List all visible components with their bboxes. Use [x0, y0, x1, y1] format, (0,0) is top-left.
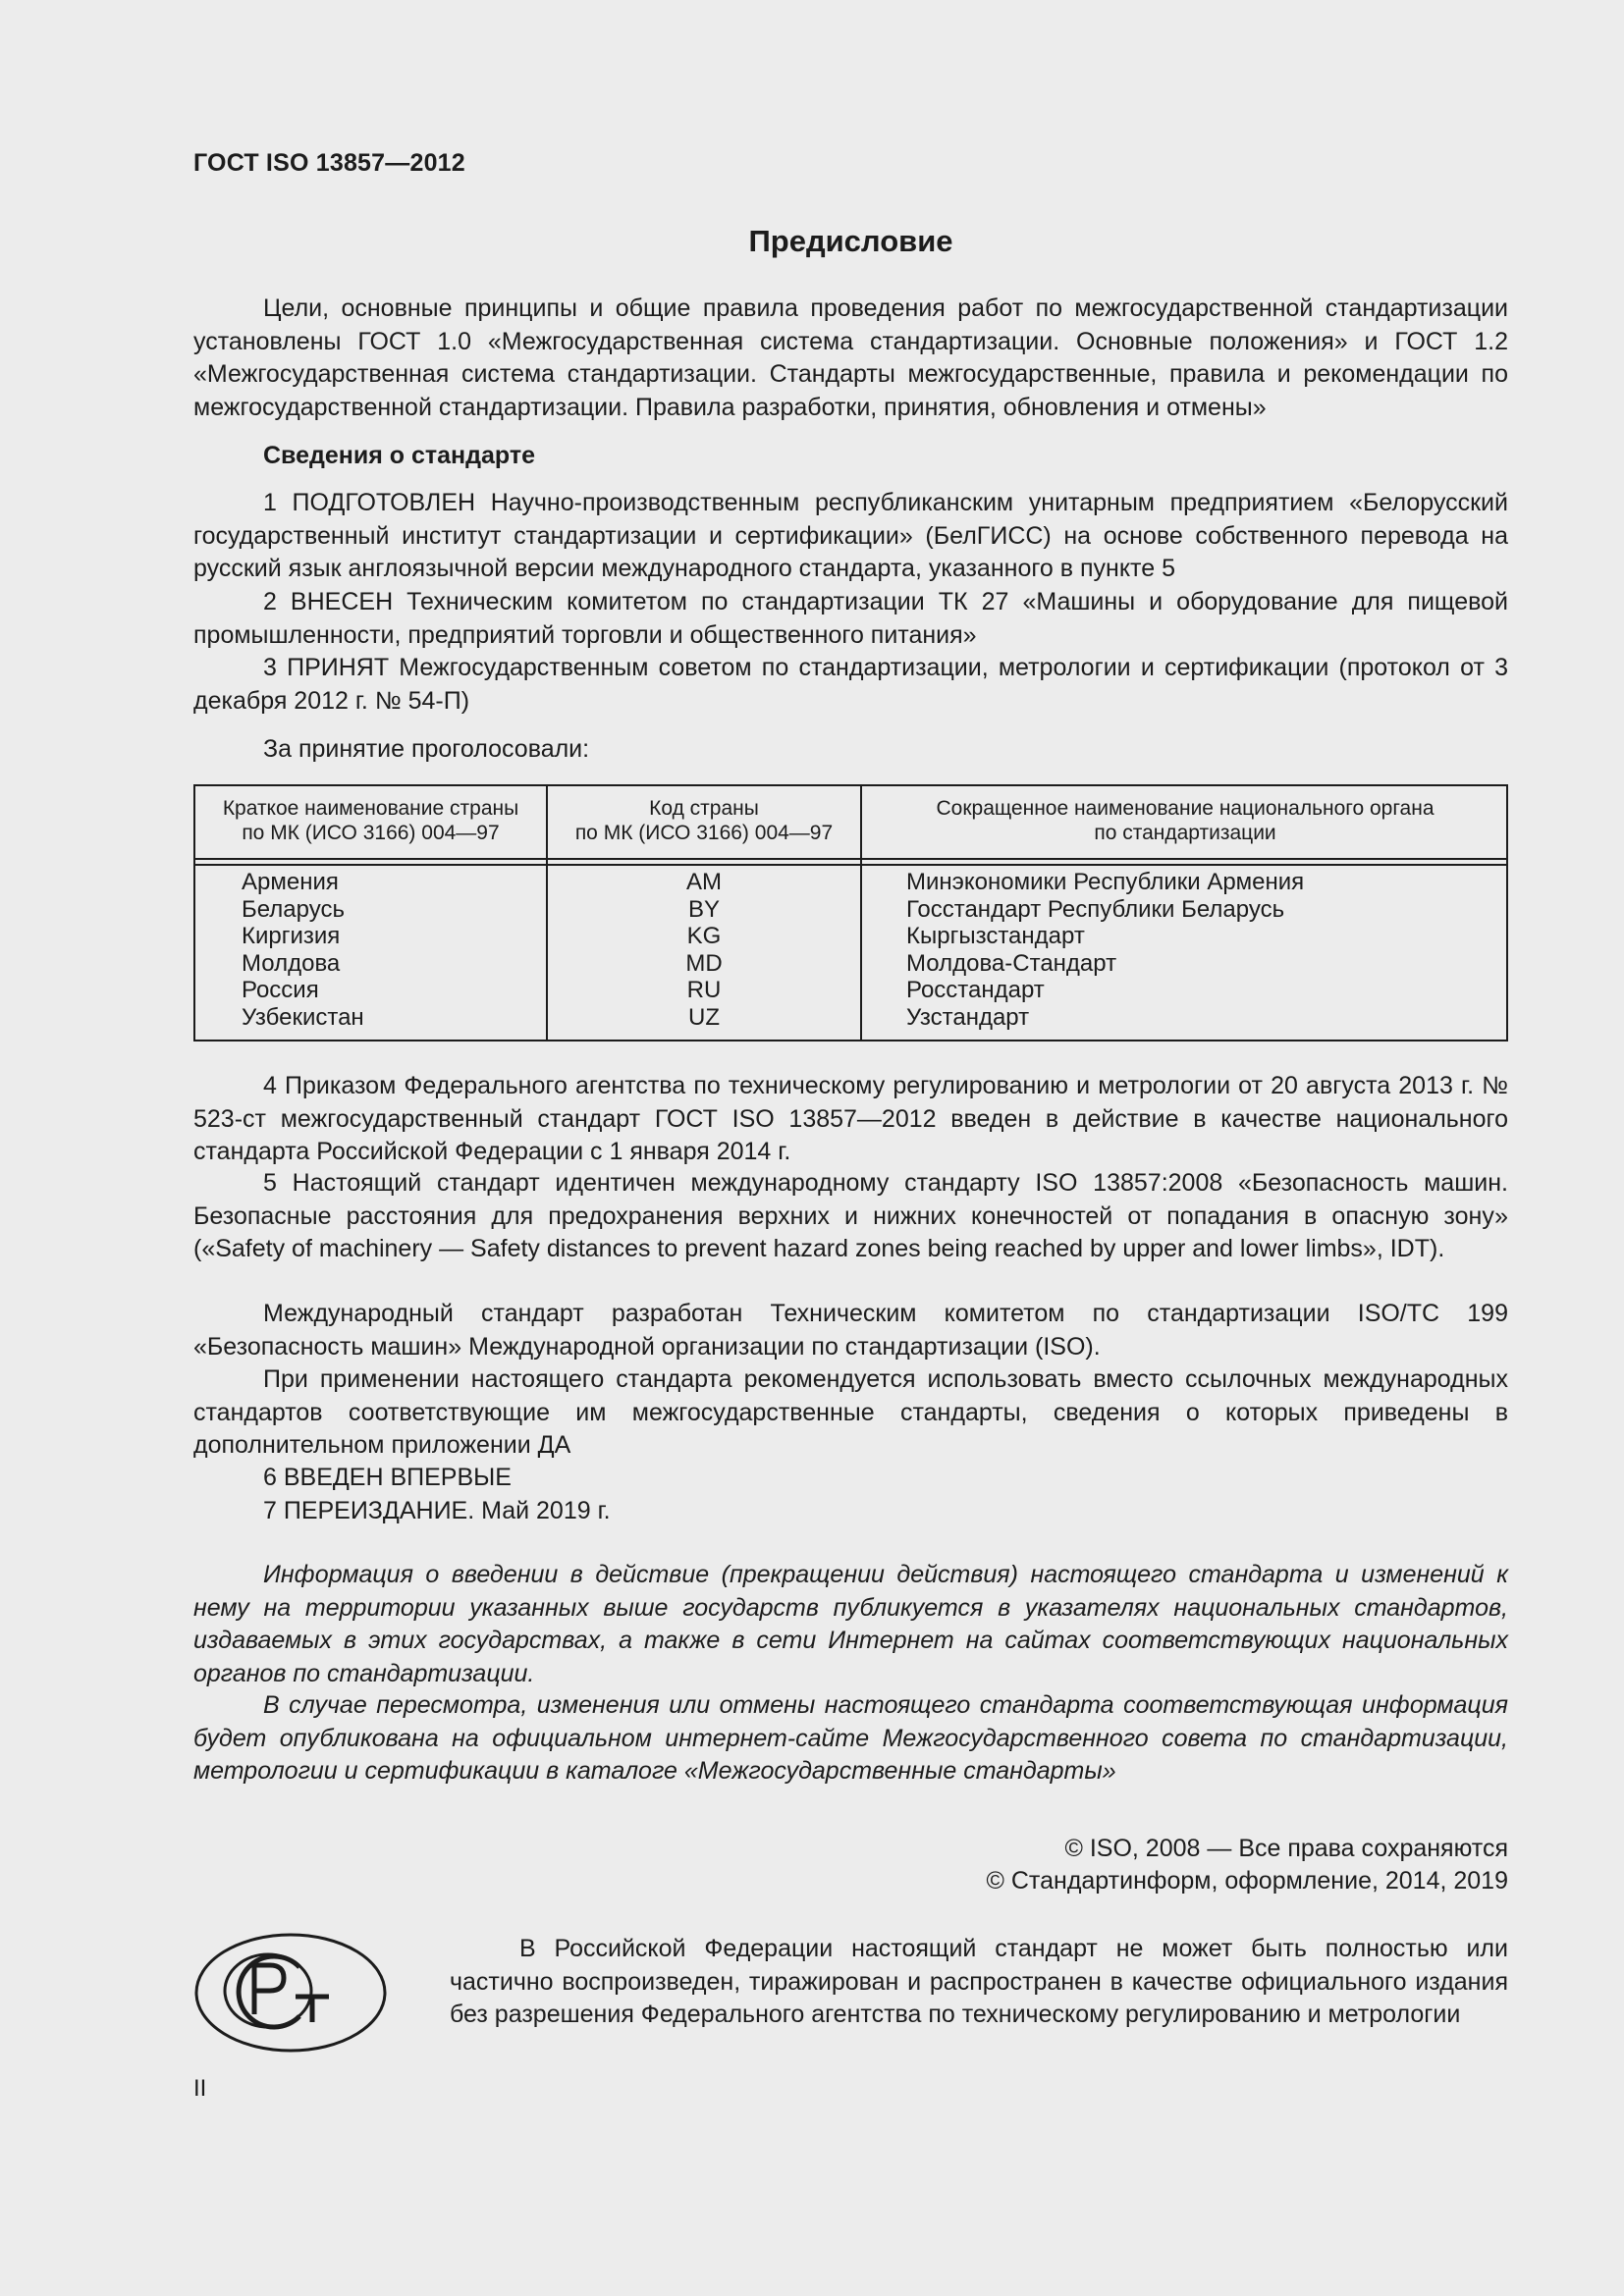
item-5-paragraph: 5 Настоящий стандарт идентичен международному стандарту ISO 13857:2008 «Безопасность машин. Безопасные расстояния для предохранения верхних и нижних конечностей от попадания в опасную зону» («Safety of machinery — Safety distances to prevent hazard zones being reached by upper and lower limbs», IDT). — [193, 1169, 1508, 1262]
item-5-reference-paragraph: При применении настоящего стандарта рекомендуется использовать вместо ссылочных международных стандартов соответствующие им межгосударственные стандарты, сведения о которых приведены в дополнительном приложении ДА — [193, 1365, 1508, 1459]
item-5-international-paragraph: Международный стандарт разработан Техническим комитетом по стандартизации ISO/TC 199 «Безопасность машин» Международной организации по стандартизации (ISO). — [193, 1300, 1508, 1361]
table-cell-code: BY — [687, 895, 720, 923]
table-cell-country: Беларусь — [242, 895, 345, 923]
table-cell-code: MD — [685, 949, 723, 977]
header-divider — [195, 864, 1506, 866]
country-column — [242, 869, 364, 1032]
header-divider — [195, 858, 1506, 860]
table-cell-country: Россия — [242, 977, 319, 1004]
page-title: Предисловие — [748, 224, 953, 258]
table-cell-body: Молдова-Стандарт — [906, 949, 1117, 977]
table-cell-body: Госстандарт Республики Беларусь — [906, 895, 1285, 923]
item-6-paragraph: 6 ВВЕДЕН ВПЕРВЫЕ — [263, 1464, 512, 1491]
voting-table — [193, 784, 1508, 1041]
copyright-block — [987, 1833, 1508, 1897]
table-cell-body: Росстандарт — [906, 977, 1045, 1004]
document-header: ГОСТ ISO 13857—2012 — [193, 149, 465, 177]
copyright-iso: © ISO, 2008 — Все права сохраняются — [1064, 1835, 1508, 1862]
body-column — [906, 869, 1304, 1032]
item-7-paragraph: 7 ПЕРЕИЗДАНИЕ. Май 2019 г. — [263, 1497, 611, 1524]
table-cell-country: Узбекистан — [242, 1003, 364, 1031]
table-cell-country: Киргизия — [242, 923, 341, 950]
table-cell-code: RU — [686, 977, 722, 1004]
table-header-country: Краткое наименование страны по МК (ИСО 3166) 004—97 — [222, 797, 519, 844]
table-cell-country: Армения — [242, 869, 339, 895]
table-cell-code: KG — [686, 923, 722, 950]
reproduction-notice: В Российской Федерации настоящий стандарт не может быть полностью или частично воспроизведен, тиражирован и распространен в качестве официального издания без разрешения Федерального агентства по техническому регулированию и метрологии — [450, 1935, 1508, 2028]
page-number: II — [193, 2075, 207, 2102]
table-header-body: Сокращенное наименование национального органа по стандартизации — [936, 797, 1435, 844]
copyright-standartinform: © Стандартинформ, оформление, 2014, 2019 — [986, 1867, 1508, 1895]
item-2-paragraph: 2 ВНЕСЕН Техническим комитетом по стандартизации ТК 27 «Машины и оборудование для пищевой промышленности, предприятий торговли и общественного питания» — [193, 588, 1508, 649]
table-cell-body: Узстандарт — [906, 1003, 1030, 1031]
intro-paragraph: Цели, основные принципы и общие правила проведения работ по межгосударственной стандартизации установлены ГОСТ 1.0 «Межгосударственная система стандартизации. Основные положения» и ГОСТ 1.2 «Межгосударственная система стандартизации. Стандарты межгосударственные, правила и рекомендации по межгосударственной стандартизации. Правила разработки, принятия, обновления и отмены» — [193, 294, 1508, 421]
info-paragraph-1: Информация о введении в действие (прекращении действия) настоящего стандарта и изменений к нему на территории указанных выше государств публикуется в указателях национальных стандартов, издаваемых в этих государствах, а также в сети Интернет на сайтах соответствующих национальных органов по стандартизации. — [193, 1561, 1508, 1687]
table-cell-body: Кыргызстандарт — [906, 923, 1085, 950]
info-paragraph-2: В случае пересмотра, изменения или отмены настоящего стандарта соответствующая информация будет опубликована на официальном интернет-сайте Межгосударственного совета по стандартизации, метрологии и сертификации в каталоге «Межгосударственные стандарты» — [193, 1691, 1508, 1785]
item-4-paragraph: 4 Приказом Федерального агентства по техническому регулированию и метрологии от 20 августа 2013 г. № 523-ст межгосударственный стандарт ГОСТ ISO 13857—2012 введен в действие в качестве национального стандарта Российской Федерации с 1 января 2014 г. — [193, 1072, 1508, 1165]
section-heading: Сведения о стандарте — [263, 442, 536, 469]
table-cell-country: Молдова — [242, 949, 341, 977]
table-cell-body: Минэкономики Республики Армения — [906, 869, 1305, 895]
item-3-paragraph: 3 ПРИНЯТ Межгосударственным советом по стандартизации, метрологии и сертификации (протокол от 3 декабря 2012 г. № 54-П) — [193, 654, 1508, 715]
table-cell-code: AM — [686, 869, 722, 895]
rst-logo-icon — [193, 1932, 388, 2054]
table-cell-code: UZ — [688, 1003, 720, 1031]
vote-label: За принятие проголосовали: — [263, 735, 590, 763]
table-header-code: Код страны по МК (ИСО 3166) 004—97 — [574, 797, 834, 844]
code-column — [548, 869, 860, 1032]
item-1-paragraph: 1 ПОДГОТОВЛЕН Научно-производственным республиканским унитарным предприятием «Белорусский государственный институт стандартизации и сертификации» (БелГИСС) на основе собственного перевода на русский язык англоязычной версии международного стандарта, указанного в пункте 5 — [193, 489, 1508, 582]
